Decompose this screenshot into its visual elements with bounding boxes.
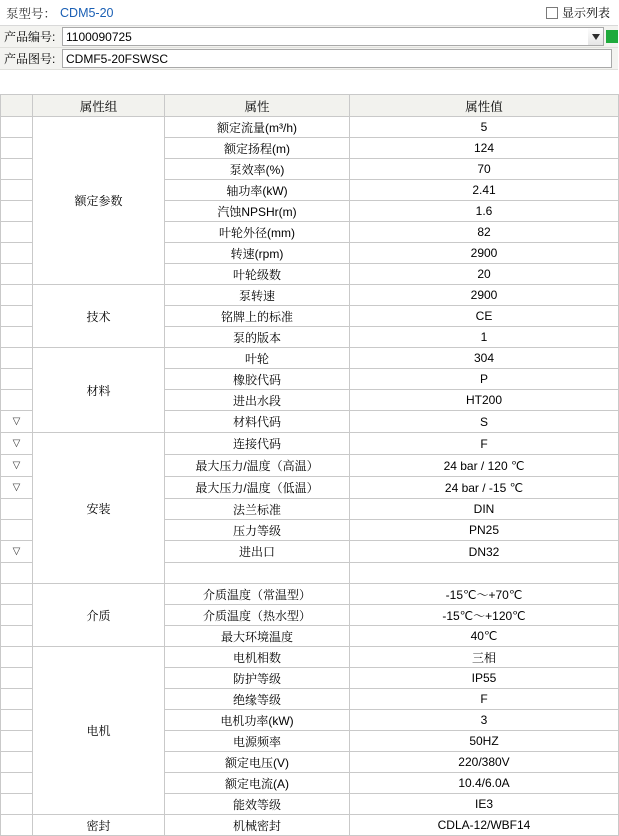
attribute-cell: 绝缘等级 [165, 689, 350, 710]
row-marker-empty [1, 369, 33, 390]
attribute-cell: 法兰标准 [165, 499, 350, 520]
model-label: 泵型号： [6, 6, 57, 21]
table-row [1, 815, 619, 836]
product-number-row [0, 26, 618, 48]
attribute-cell: 进出口 [165, 541, 350, 563]
attribute-cell: 进出水段 [165, 390, 350, 411]
product-drawing-label: 产品图号: [0, 50, 62, 67]
attribute-cell [165, 563, 350, 584]
attribute-cell: 橡胶代码 [165, 369, 350, 390]
product-number-input[interactable] [62, 27, 588, 46]
attribute-value-cell[interactable]: 24 bar / -15 ℃ [350, 477, 619, 499]
attribute-cell: 转速(rpm) [165, 243, 350, 264]
row-marker-empty [1, 668, 33, 689]
attribute-cell: 电源频率 [165, 731, 350, 752]
row-marker-empty [1, 689, 33, 710]
chevron-down-icon[interactable] [588, 27, 604, 46]
attribute-cell: 泵效率(%) [165, 159, 350, 180]
attribute-value-cell[interactable]: 2.41 [350, 180, 619, 201]
row-marker-empty [1, 306, 33, 327]
row-marker-empty [1, 563, 33, 584]
row-marker-empty [1, 159, 33, 180]
row-marker-empty [1, 285, 33, 306]
model-value: CDM5-20 [60, 5, 114, 20]
attribute-value-cell[interactable]: CDLA-12/WBF14 [350, 815, 619, 836]
attribute-value-cell[interactable]: 5 [350, 117, 619, 138]
group-cell: 密封 [33, 815, 165, 836]
triangle-down-icon: ▽ [12, 460, 21, 471]
row-marker-empty [1, 327, 33, 348]
group-cell: 安装 [33, 433, 165, 584]
triangle-down-icon: ▽ [12, 416, 21, 427]
group-cell: 额定参数 [33, 117, 165, 285]
attribute-value-cell[interactable]: S [350, 411, 619, 433]
table-row [1, 285, 619, 306]
row-marker-empty [1, 710, 33, 731]
table-row [1, 584, 619, 605]
row-marker-empty [1, 794, 33, 815]
attribute-cell: 额定电流(A) [165, 773, 350, 794]
attribute-value-cell[interactable]: CE [350, 306, 619, 327]
group-cell: 材料 [33, 348, 165, 433]
show-list-checkbox-wrap[interactable] [546, 4, 610, 21]
attribute-value-cell[interactable]: 20 [350, 264, 619, 285]
triangle-down-icon: ▽ [12, 482, 21, 493]
attribute-value-cell[interactable]: 124 [350, 138, 619, 159]
attribute-cell: 泵转速 [165, 285, 350, 306]
attribute-cell: 压力等级 [165, 520, 350, 541]
attribute-cell: 轴功率(kW) [165, 180, 350, 201]
attribute-value-cell[interactable]: HT200 [350, 390, 619, 411]
row-marker-empty [1, 626, 33, 647]
product-number-label: 产品编号: [0, 28, 62, 45]
attribute-cell: 铭牌上的标准 [165, 306, 350, 327]
group-cell: 技术 [33, 285, 165, 348]
attribute-value-cell[interactable]: 2900 [350, 285, 619, 306]
attribute-cell: 机械密封 [165, 815, 350, 836]
attribute-value-cell[interactable]: IP55 [350, 668, 619, 689]
group-cell: 介质 [33, 584, 165, 647]
attribute-cell: 泵的版本 [165, 327, 350, 348]
attribute-value-cell[interactable]: 2900 [350, 243, 619, 264]
attribute-cell: 额定扬程(m) [165, 138, 350, 159]
row-marker-empty [1, 180, 33, 201]
row-marker-empty [1, 647, 33, 668]
header-marker [1, 95, 33, 117]
product-drawing-row [0, 48, 618, 70]
attribute-cell: 防护等级 [165, 668, 350, 689]
table-header-row [1, 95, 619, 117]
row-marker-empty [1, 584, 33, 605]
attribute-value-cell[interactable]: -15℃～+70℃ [350, 584, 619, 605]
triangle-down-icon: ▽ [12, 546, 21, 557]
attribute-value-cell[interactable]: 三相 [350, 647, 619, 668]
header-group: 属性组 [33, 95, 165, 117]
row-expand-marker[interactable] [1, 541, 33, 563]
attribute-value-cell[interactable]: 24 bar / 120 ℃ [350, 455, 619, 477]
spec-table-wrap [0, 94, 618, 833]
row-marker-empty [1, 201, 33, 222]
triangle-down-icon: ▽ [12, 438, 21, 449]
row-marker-empty [1, 243, 33, 264]
table-row [1, 433, 619, 455]
attribute-cell: 介质温度（热水型） [165, 605, 350, 626]
row-marker-empty [1, 752, 33, 773]
table-row [1, 647, 619, 668]
status-indicator [606, 30, 618, 43]
attribute-cell: 最大压力/温度（低温） [165, 477, 350, 499]
header-attr: 属性 [165, 95, 350, 117]
attribute-value-cell[interactable]: 10.4/6.0A [350, 773, 619, 794]
group-cell: 电机 [33, 647, 165, 815]
row-expand-marker[interactable] [1, 455, 33, 477]
attribute-cell: 汽蚀NPSHr(m) [165, 201, 350, 222]
attribute-value-cell[interactable]: 50HZ [350, 731, 619, 752]
row-expand-marker[interactable] [1, 411, 33, 433]
attribute-cell: 能效等级 [165, 794, 350, 815]
table-row [1, 348, 619, 369]
spec-table-body [1, 117, 619, 836]
attribute-value-cell[interactable]: DN32 [350, 541, 619, 563]
attribute-value-cell[interactable]: 1 [350, 327, 619, 348]
attribute-cell: 叶轮 [165, 348, 350, 369]
row-marker-empty [1, 264, 33, 285]
attribute-value-cell[interactable]: DIN [350, 499, 619, 520]
attribute-cell: 连接代码 [165, 433, 350, 455]
table-row [1, 117, 619, 138]
row-marker-empty [1, 222, 33, 243]
row-expand-marker[interactable] [1, 477, 33, 499]
row-marker-empty [1, 520, 33, 541]
attribute-cell: 叶轮级数 [165, 264, 350, 285]
row-marker-empty [1, 138, 33, 159]
attribute-value-cell[interactable]: 304 [350, 348, 619, 369]
product-drawing-input[interactable] [62, 49, 612, 68]
row-marker-empty [1, 348, 33, 369]
attribute-value-cell[interactable]: IE3 [350, 794, 619, 815]
attribute-value-cell[interactable]: PN25 [350, 520, 619, 541]
attribute-value-cell[interactable]: 70 [350, 159, 619, 180]
row-expand-marker[interactable] [1, 433, 33, 455]
attribute-cell: 最大环境温度 [165, 626, 350, 647]
attribute-value-cell[interactable]: -15℃～+120℃ [350, 605, 619, 626]
row-marker-empty [1, 605, 33, 626]
product-number-combo[interactable] [62, 27, 604, 46]
attribute-cell: 材料代码 [165, 411, 350, 433]
attribute-cell: 最大压力/温度（高温） [165, 455, 350, 477]
attribute-cell: 电机相数 [165, 647, 350, 668]
attribute-cell: 介质温度（常温型） [165, 584, 350, 605]
attribute-value-cell[interactable]: P [350, 369, 619, 390]
attribute-value-cell[interactable]: 40℃ [350, 626, 619, 647]
attribute-value-cell[interactable]: F [350, 433, 619, 455]
row-marker-empty [1, 815, 33, 836]
show-list-label: 显示列表 [561, 6, 610, 20]
row-marker-empty [1, 499, 33, 520]
attribute-value-cell[interactable] [350, 563, 619, 584]
attribute-value-cell[interactable]: 220/380V [350, 752, 619, 773]
model-header [0, 0, 618, 26]
attribute-value-cell[interactable]: F [350, 689, 619, 710]
attribute-value-cell[interactable]: 1.6 [350, 201, 619, 222]
row-marker-empty [1, 773, 33, 794]
attribute-value-cell[interactable]: 82 [350, 222, 619, 243]
row-marker-empty [1, 731, 33, 752]
attribute-value-cell[interactable]: 3 [350, 710, 619, 731]
attribute-cell: 叶轮外径(mm) [165, 222, 350, 243]
row-marker-empty [1, 117, 33, 138]
attribute-cell: 额定电压(V) [165, 752, 350, 773]
show-list-checkbox[interactable] [546, 7, 558, 19]
attribute-cell: 额定流量(m³/h) [165, 117, 350, 138]
attribute-cell: 电机功率(kW) [165, 710, 350, 731]
header-value: 属性值 [350, 95, 619, 117]
spec-table [0, 94, 619, 836]
row-marker-empty [1, 390, 33, 411]
